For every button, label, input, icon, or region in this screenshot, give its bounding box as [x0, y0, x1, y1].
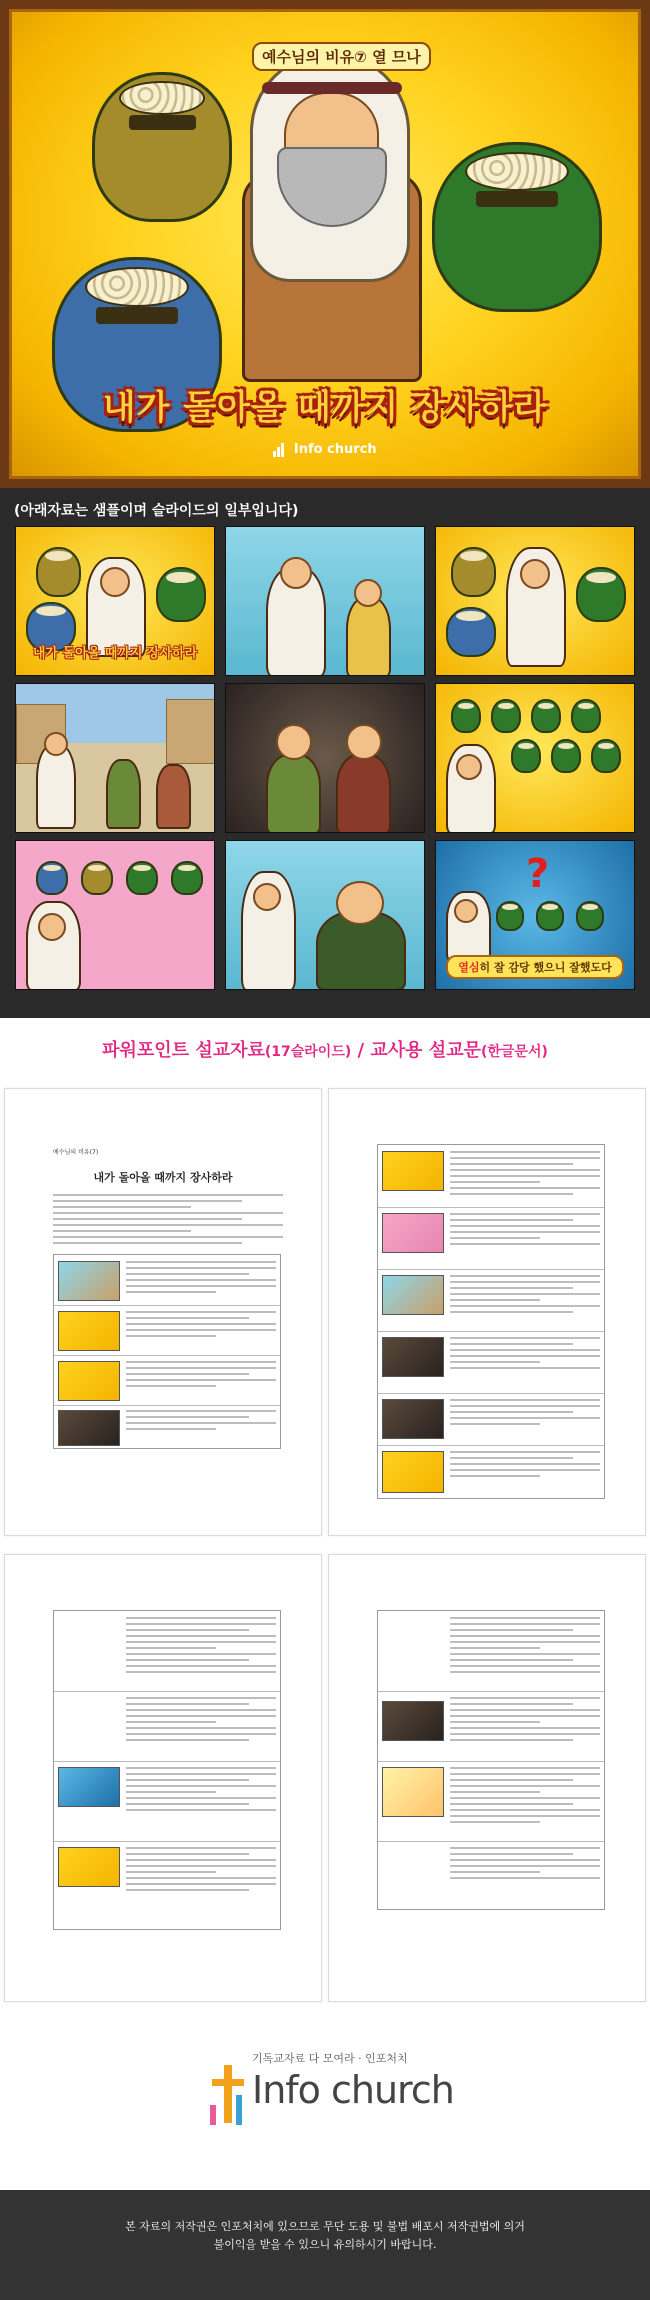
- notice-line-1: 본 자료의 저작권은 인포처치에 있으므로 무단 도용 및 불법 배포시 저작권법에 의거: [125, 2220, 525, 2233]
- hero-logo: [12, 442, 638, 457]
- slide-thumb-9-banner: [446, 955, 624, 979]
- master-figure: [222, 52, 442, 382]
- slide-thumb-1-title: 내가 돌아올 때까지 장사하라: [32, 646, 198, 661]
- slide-thumb-7[interactable]: [15, 840, 215, 990]
- doc-text: [53, 1194, 283, 1248]
- doc-table: [53, 1254, 281, 1449]
- question-mark-icon: ?: [526, 851, 550, 897]
- slide-thumb-2[interactable]: [225, 526, 425, 676]
- hero-banner: [0, 0, 650, 488]
- sermon-document-previews: [0, 1088, 650, 2008]
- hero-title: 내가 돌아올 때까지 장사하라: [102, 388, 548, 428]
- samples-caption: (아래자료는 샘플이며 슬라이드의 일부입니다): [14, 503, 299, 519]
- doc-page-3: [4, 1554, 322, 2002]
- doc-page-2: [328, 1088, 646, 1536]
- slide-thumb-6[interactable]: [435, 683, 635, 833]
- cross-logo-icon: [210, 2065, 250, 2125]
- hero-illustration: [9, 9, 641, 479]
- slide-thumb-4[interactable]: [15, 683, 215, 833]
- heading-sep: / 교사용 설교문: [351, 1040, 481, 1061]
- heading-count: (17슬라이드): [264, 1044, 352, 1060]
- slide-thumb-9-banner-rest: 히 잘 감당 했으니 잘했도다: [479, 961, 612, 974]
- heading-format: (한글문서): [480, 1044, 548, 1060]
- slide-samples: [0, 488, 650, 1018]
- hero-subtitle: 예수님의 비유⑦ 열 므나: [252, 42, 431, 71]
- doc-title: 내가 돌아올 때까지 장사하라: [93, 1171, 233, 1184]
- brand-name: Info church: [252, 2068, 454, 2112]
- hero-logo-text: Info church: [293, 442, 377, 457]
- slide-thumb-9[interactable]: [435, 840, 635, 990]
- doc-table: [377, 1610, 605, 1910]
- doc-table: [377, 1144, 605, 1499]
- notice-line-2: 불이익을 받을 수 있으니 유의하시기 바랍니다.: [213, 2238, 437, 2251]
- slide-thumb-9-banner-strong: 열심: [458, 961, 480, 974]
- logo-bars-icon: [273, 442, 285, 457]
- copyright-notice: [0, 2190, 650, 2300]
- brand-tagline: 기독교자료 다 모여라 · 인포처치: [252, 2052, 408, 2065]
- doc-tag: 예수님의 비유(7): [53, 1149, 99, 1156]
- slide-thumb-3[interactable]: [435, 526, 635, 676]
- slide-thumb-5[interactable]: [225, 683, 425, 833]
- slide-thumb-8[interactable]: [225, 840, 425, 990]
- doc-table: [53, 1610, 281, 1930]
- doc-page-1: [4, 1088, 322, 1536]
- slide-thumb-1[interactable]: [15, 526, 215, 676]
- money-bag-olive: [92, 72, 232, 222]
- materials-heading: [0, 1018, 650, 1088]
- footer-brand: [0, 2010, 650, 2170]
- heading-main: 파워포인트 설교자료: [102, 1040, 265, 1061]
- money-bag-green: [432, 142, 602, 312]
- doc-page-4: [328, 1554, 646, 2002]
